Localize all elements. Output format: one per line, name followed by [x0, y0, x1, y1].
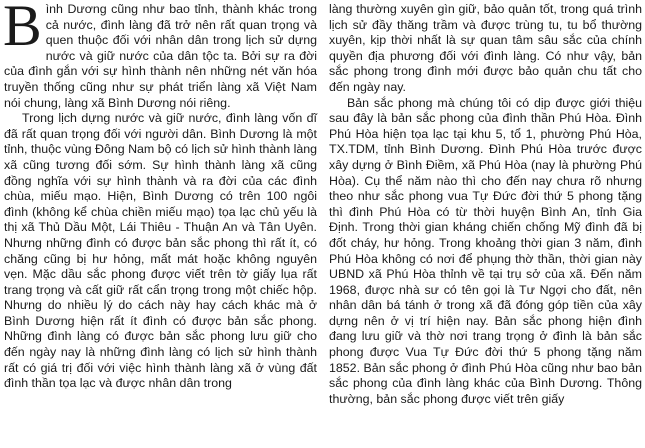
left-column — [4, 2, 317, 446]
continued-paragraph: làng thường xuyên gìn giữ, bảo quản tốt, trong quá trình lịch sử đầy thăng trầm và được trùng tu, tu bổ thường xuyên, kịp thời nhất là sự quan tâm sâu sắc của chính quyền địa phương đối với đình làng. Có như vậy, bản sắc phong trong đình mới được bảo quản chu tất cho đến ngày nay. — [329, 2, 642, 94]
right-column — [329, 2, 642, 446]
opening-paragraph-text: ình Dương cũng như bao tỉnh, thành khác trong cả nước, đình làng đã trở nên rất quan trọng và quen thuộc đối với nhân dân trong lịch sử dựng nước và giữ nước của dân tộc ta. Bởi sự ra đời của đình gắn với sự hình thành nên những nét văn hóa truyền thống cũng như sự phát triển làng xã Việt Nam nói chung, làng xã Bình Dương nói riêng. — [4, 2, 317, 110]
drop-cap: B — [3, 0, 42, 58]
article-page — [4, 2, 642, 446]
body-paragraph: Trong lịch dựng nước và giữ nước, đình làng vốn dĩ đã rất quan trọng đối với người dân. Bình Dương là một tỉnh, thuộc vùng Đông Nam bộ có lịch sử hình thành làng xã cũng tương đối sớm. Sự hình thành làng xã cũng đồng nghĩa với sự hình thành và ra đời của các đình chùa, miếu mạo. Hiện, Bình Dương có trên 100 ngôi đình (không kể chùa chiền miếu mạo) tọa lạc chủ yếu là thị xã Thủ Dầu Một, Lái Thiêu - Thuận An và Tân Uyên. Nhưng những đình có được bản sắc phong thì rất ít, có chăng cũng bị hư hỏng, mất mát hoặc không nguyên vẹn. Mặc dầu sắc phong được viết trên tờ giấy lụa rất trang trọng và cất giữ rất cẩn trọng trong một chiếc hộp. Nhưng do nhiều lý do cách này hay cách khác mà ở Bình Dương hiện rất ít đình có được bản sắc phong. Những đình làng có được bản sắc phong lưu giữ cho đến ngày nay là những đình làng có lịch sử hình thành rất có giá trị đối với việc hình thành làng xã ở vùng đất đình thần tọa lạc và được nhân dân trong — [4, 111, 317, 391]
body-paragraph: Bản sắc phong mà chúng tôi có dịp được giới thiệu sau đây là bản sắc phong của đình thần Phú Hòa. Đình Phú Hòa hiện tọa lạc tại khu 5, tổ 1, phường Phú Hòa, TX.TDM, tỉnh Bình Dương. Đình Phú Hòa trước được xây dựng ở Bình Điềm, xã Phú Hòa (nay là phường Phú Hòa). Cụ thể năm nào thì cho đến nay chưa rõ nhưng theo như sắc phong vua Tự Đức đời thứ 5 phong tặng thì đình Phú Hòa có từ thời huyện Bình An, tỉnh Gia Định. Trong thời gian kháng chiến chống Mỹ đình đã bị đốt cháy, hư hỏng. Trong khoảng thời gian 3 năm, đình Phú Hòa không có nơi để phụng thờ thần, thời gian này UBND xã Phú Hòa thỉnh về tại trụ sở của xã. Đến năm 1968, được nhà sư có tên gọi là Tư Ngợi cho đất, nên nhân dân bá tánh ở trong xã đã đóng góp tiền của xây dựng nên ở vị trí hiện nay. Bản sắc phong hiện đình đang lưu giữ và thờ nơi trang trọng ở đình là bản sắc phong được Vua Tự Đức đời thứ 5 phong tặng năm 1852. Bản sắc phong ở đình Phú Hòa cũng như bao bản sắc phong của đình làng khác của Bình Dương. Thông thường, bản sắc phong được viết trên giấy — [329, 95, 642, 406]
opening-paragraph — [4, 2, 317, 111]
